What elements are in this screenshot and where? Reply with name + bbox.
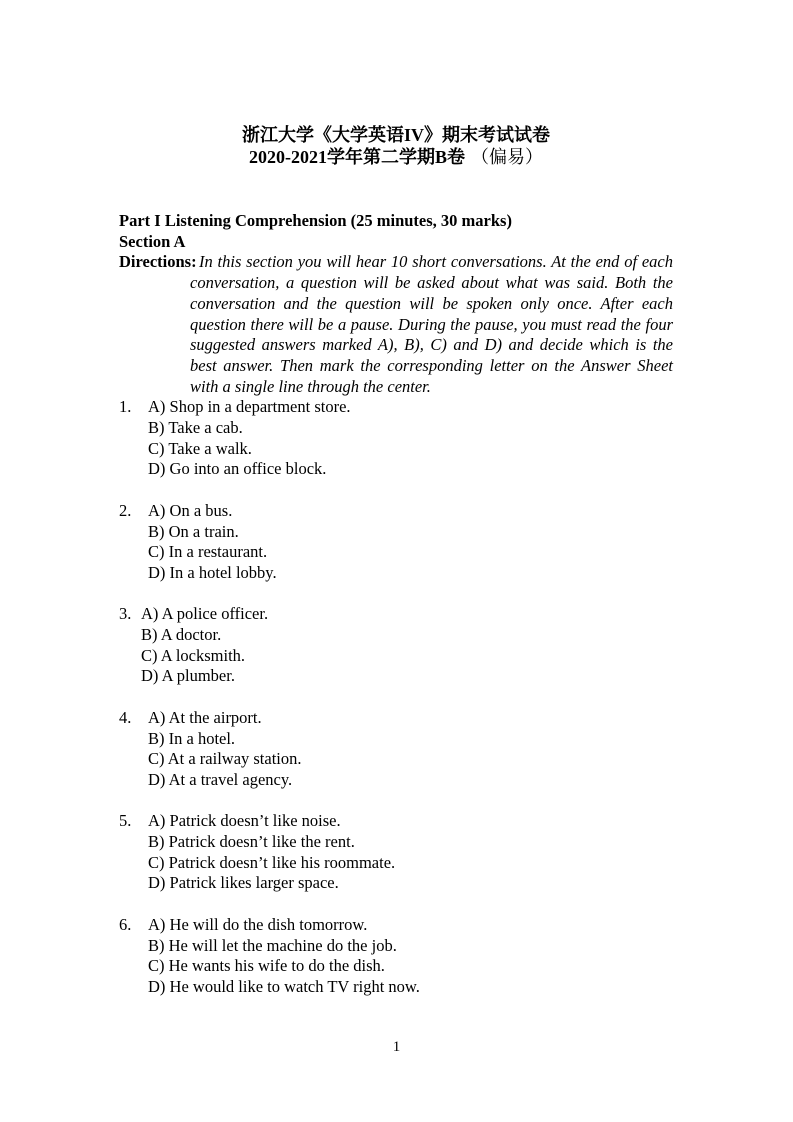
part1-heading: Part I Listening Comprehension (25 minutes, 30 marks) <box>119 211 512 230</box>
option-b: B) He will let the machine do the job. <box>148 935 397 955</box>
question-number: 5. <box>119 811 132 831</box>
option-d: D) A plumber. <box>141 666 235 686</box>
directions-text: In this section you will hear 10 short conversations. At the end of each conversation, a question will be asked about what was said. Both the conversation and the question will be spoken only once. After each question there will be a pause. During the pause, you must read the four suggested answers marked A), B), C) and D) and decide which is the best answer. Then mark the corresponding letter on the Answer Sheet with a single line through the center. <box>190 252 673 396</box>
question-1 <box>119 397 673 480</box>
question-3 <box>119 604 673 687</box>
section-a-heading: Section A <box>119 231 186 251</box>
option-a: A) At the airport. <box>148 707 262 727</box>
option-d: D) In a hotel lobby. <box>148 562 277 582</box>
question-options <box>148 501 673 584</box>
question-options <box>148 915 673 998</box>
option-d: D) Patrick likes larger space. <box>148 873 339 893</box>
document-subtitle <box>119 146 673 168</box>
option-c: C) He wants his wife to do the dish. <box>148 956 385 976</box>
question-options <box>148 708 673 791</box>
option-d: D) Go into an office block. <box>148 459 327 479</box>
document-content <box>119 124 673 1018</box>
option-c: C) Take a walk. <box>148 438 252 458</box>
option-d: D) He would like to watch TV right now. <box>148 976 420 996</box>
question-options <box>148 397 673 480</box>
option-a: A) He will do the dish tomorrow. <box>148 914 368 934</box>
question-4 <box>119 708 673 791</box>
option-c: C) Patrick doesn’t like his roommate. <box>148 852 396 872</box>
page-number: 1 <box>392 1039 401 1055</box>
option-a: A) Patrick doesn’t like noise. <box>148 811 341 831</box>
option-b: B) On a train. <box>148 521 239 541</box>
subtitle-difficulty-note: （偏易） <box>471 147 543 167</box>
option-d: D) At a travel agency. <box>148 769 293 789</box>
directions-label: Directions: <box>119 252 197 272</box>
option-c: C) At a railway station. <box>148 749 302 769</box>
question-options <box>148 811 673 894</box>
question-number: 3. <box>119 604 132 624</box>
subtitle-main: 2020-2021学年第二学期B卷 <box>249 147 465 167</box>
option-a: A) Shop in a department store. <box>148 397 351 417</box>
question-5 <box>119 811 673 894</box>
option-c: C) A locksmith. <box>141 645 246 665</box>
question-number: 2. <box>119 500 132 520</box>
question-2 <box>119 501 673 584</box>
option-b: B) Take a cab. <box>148 418 243 438</box>
option-b: B) Patrick doesn’t like the rent. <box>148 832 355 852</box>
question-number: 4. <box>119 707 132 727</box>
option-b: B) A doctor. <box>141 625 222 645</box>
question-number: 1. <box>119 397 132 417</box>
directions-block <box>119 252 673 397</box>
question-options <box>141 604 673 687</box>
question-6 <box>119 915 673 998</box>
option-a: A) On a bus. <box>148 500 233 520</box>
document-title: 浙江大学《大学英语IV》期末考试试卷 <box>241 125 550 145</box>
option-c: C) In a restaurant. <box>148 542 268 562</box>
option-b: B) In a hotel. <box>148 728 236 748</box>
document-title-block <box>119 124 673 168</box>
question-number: 6. <box>119 914 132 934</box>
option-a: A) A police officer. <box>141 604 269 624</box>
